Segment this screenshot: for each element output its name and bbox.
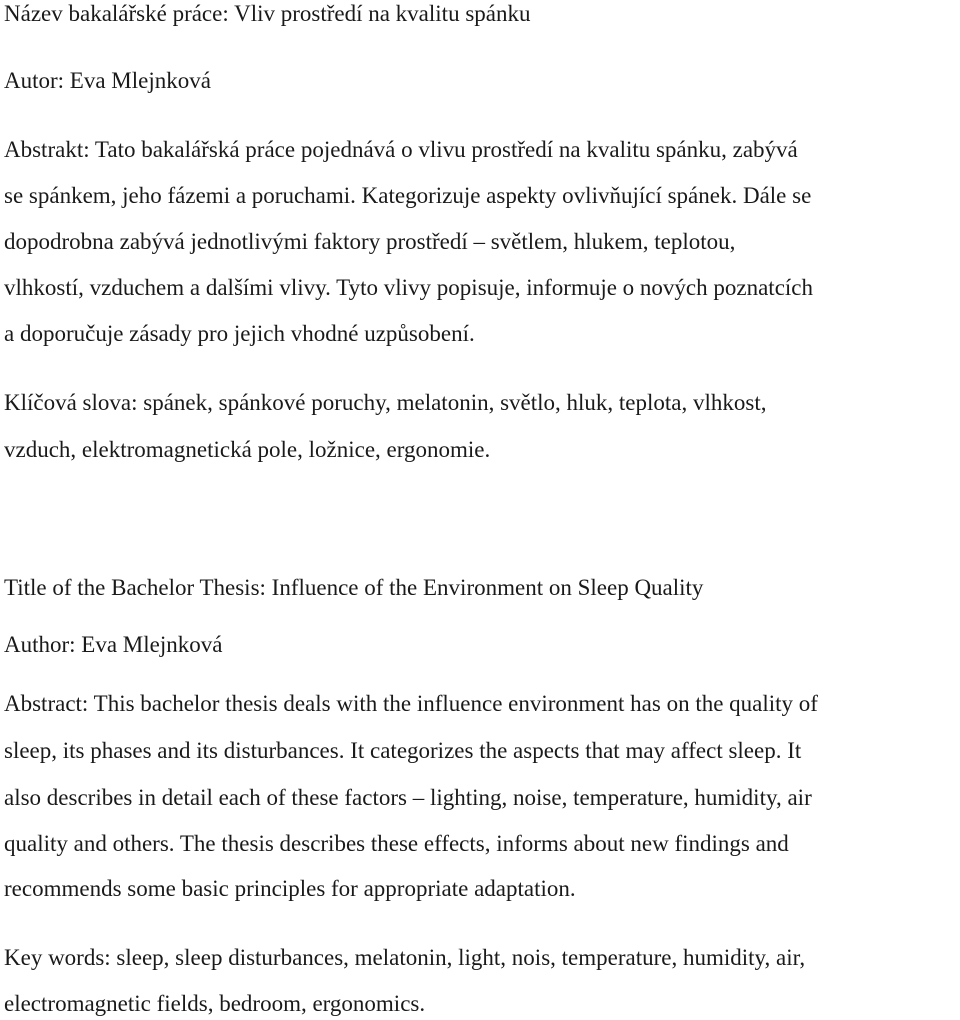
cz-abstract-line-2: se spánkem, jeho fázemi a poruchami. Kategorizuje aspekty ovlivňující spánek. Dále se: [4, 183, 812, 208]
en-abstract-line-2: sleep, its phases and its disturbances. It categorizes the aspects that may affect sleep. It: [4, 738, 802, 763]
en-keywords-line-1: Key words: sleep, sleep disturbances, melatonin, light, nois, temperature, humidity, air,: [4, 945, 806, 970]
cz-abstract-line-5: a doporučuje zásady pro jejich vhodné uzpůsobení.: [4, 321, 475, 346]
cz-keywords-line-1: Klíčová slova: spánek, spánkové poruchy, melatonin, světlo, hluk, teplota, vlhkost,: [4, 390, 767, 415]
cz-abstract-line-4: vlhkostí, vzduchem a dalšími vlivy. Tyto vlivy popisuje, informuje o nových poznatcích: [4, 275, 814, 300]
cz-author: Autor: Eva Mlejnková: [4, 68, 211, 93]
en-keywords-line-2: electromagnetic fields, bedroom, ergonomics.: [4, 991, 426, 1016]
en-abstract-line-3: also describes in detail each of these factors – lighting, noise, temperature, humidity, air: [4, 785, 812, 810]
en-author: Author: Eva Mlejnková: [4, 632, 223, 657]
cz-abstract-line-3: dopodrobna zabývá jednotlivými faktory prostředí – světlem, hlukem, teplotou,: [4, 229, 736, 254]
cz-abstract-line-1: Abstrakt: Tato bakalářská práce pojednává o vlivu prostředí na kvalitu spánku, zabývá: [4, 137, 798, 162]
cz-title: Název bakalářské práce: Vliv prostředí na kvalitu spánku: [4, 1, 531, 26]
en-title: Title of the Bachelor Thesis: Influence of the Environment on Sleep Quality: [4, 575, 704, 600]
en-abstract-line-5: recommends some basic principles for appropriate adaptation.: [4, 876, 576, 901]
cz-keywords-line-2: vzduch, elektromagnetická pole, ložnice, ergonomie.: [4, 437, 491, 462]
en-abstract-line-1: Abstract: This bachelor thesis deals with the influence environment has on the quality of: [4, 691, 818, 716]
en-abstract-line-4: quality and others. The thesis describes these effects, informs about new findings and: [4, 831, 789, 856]
